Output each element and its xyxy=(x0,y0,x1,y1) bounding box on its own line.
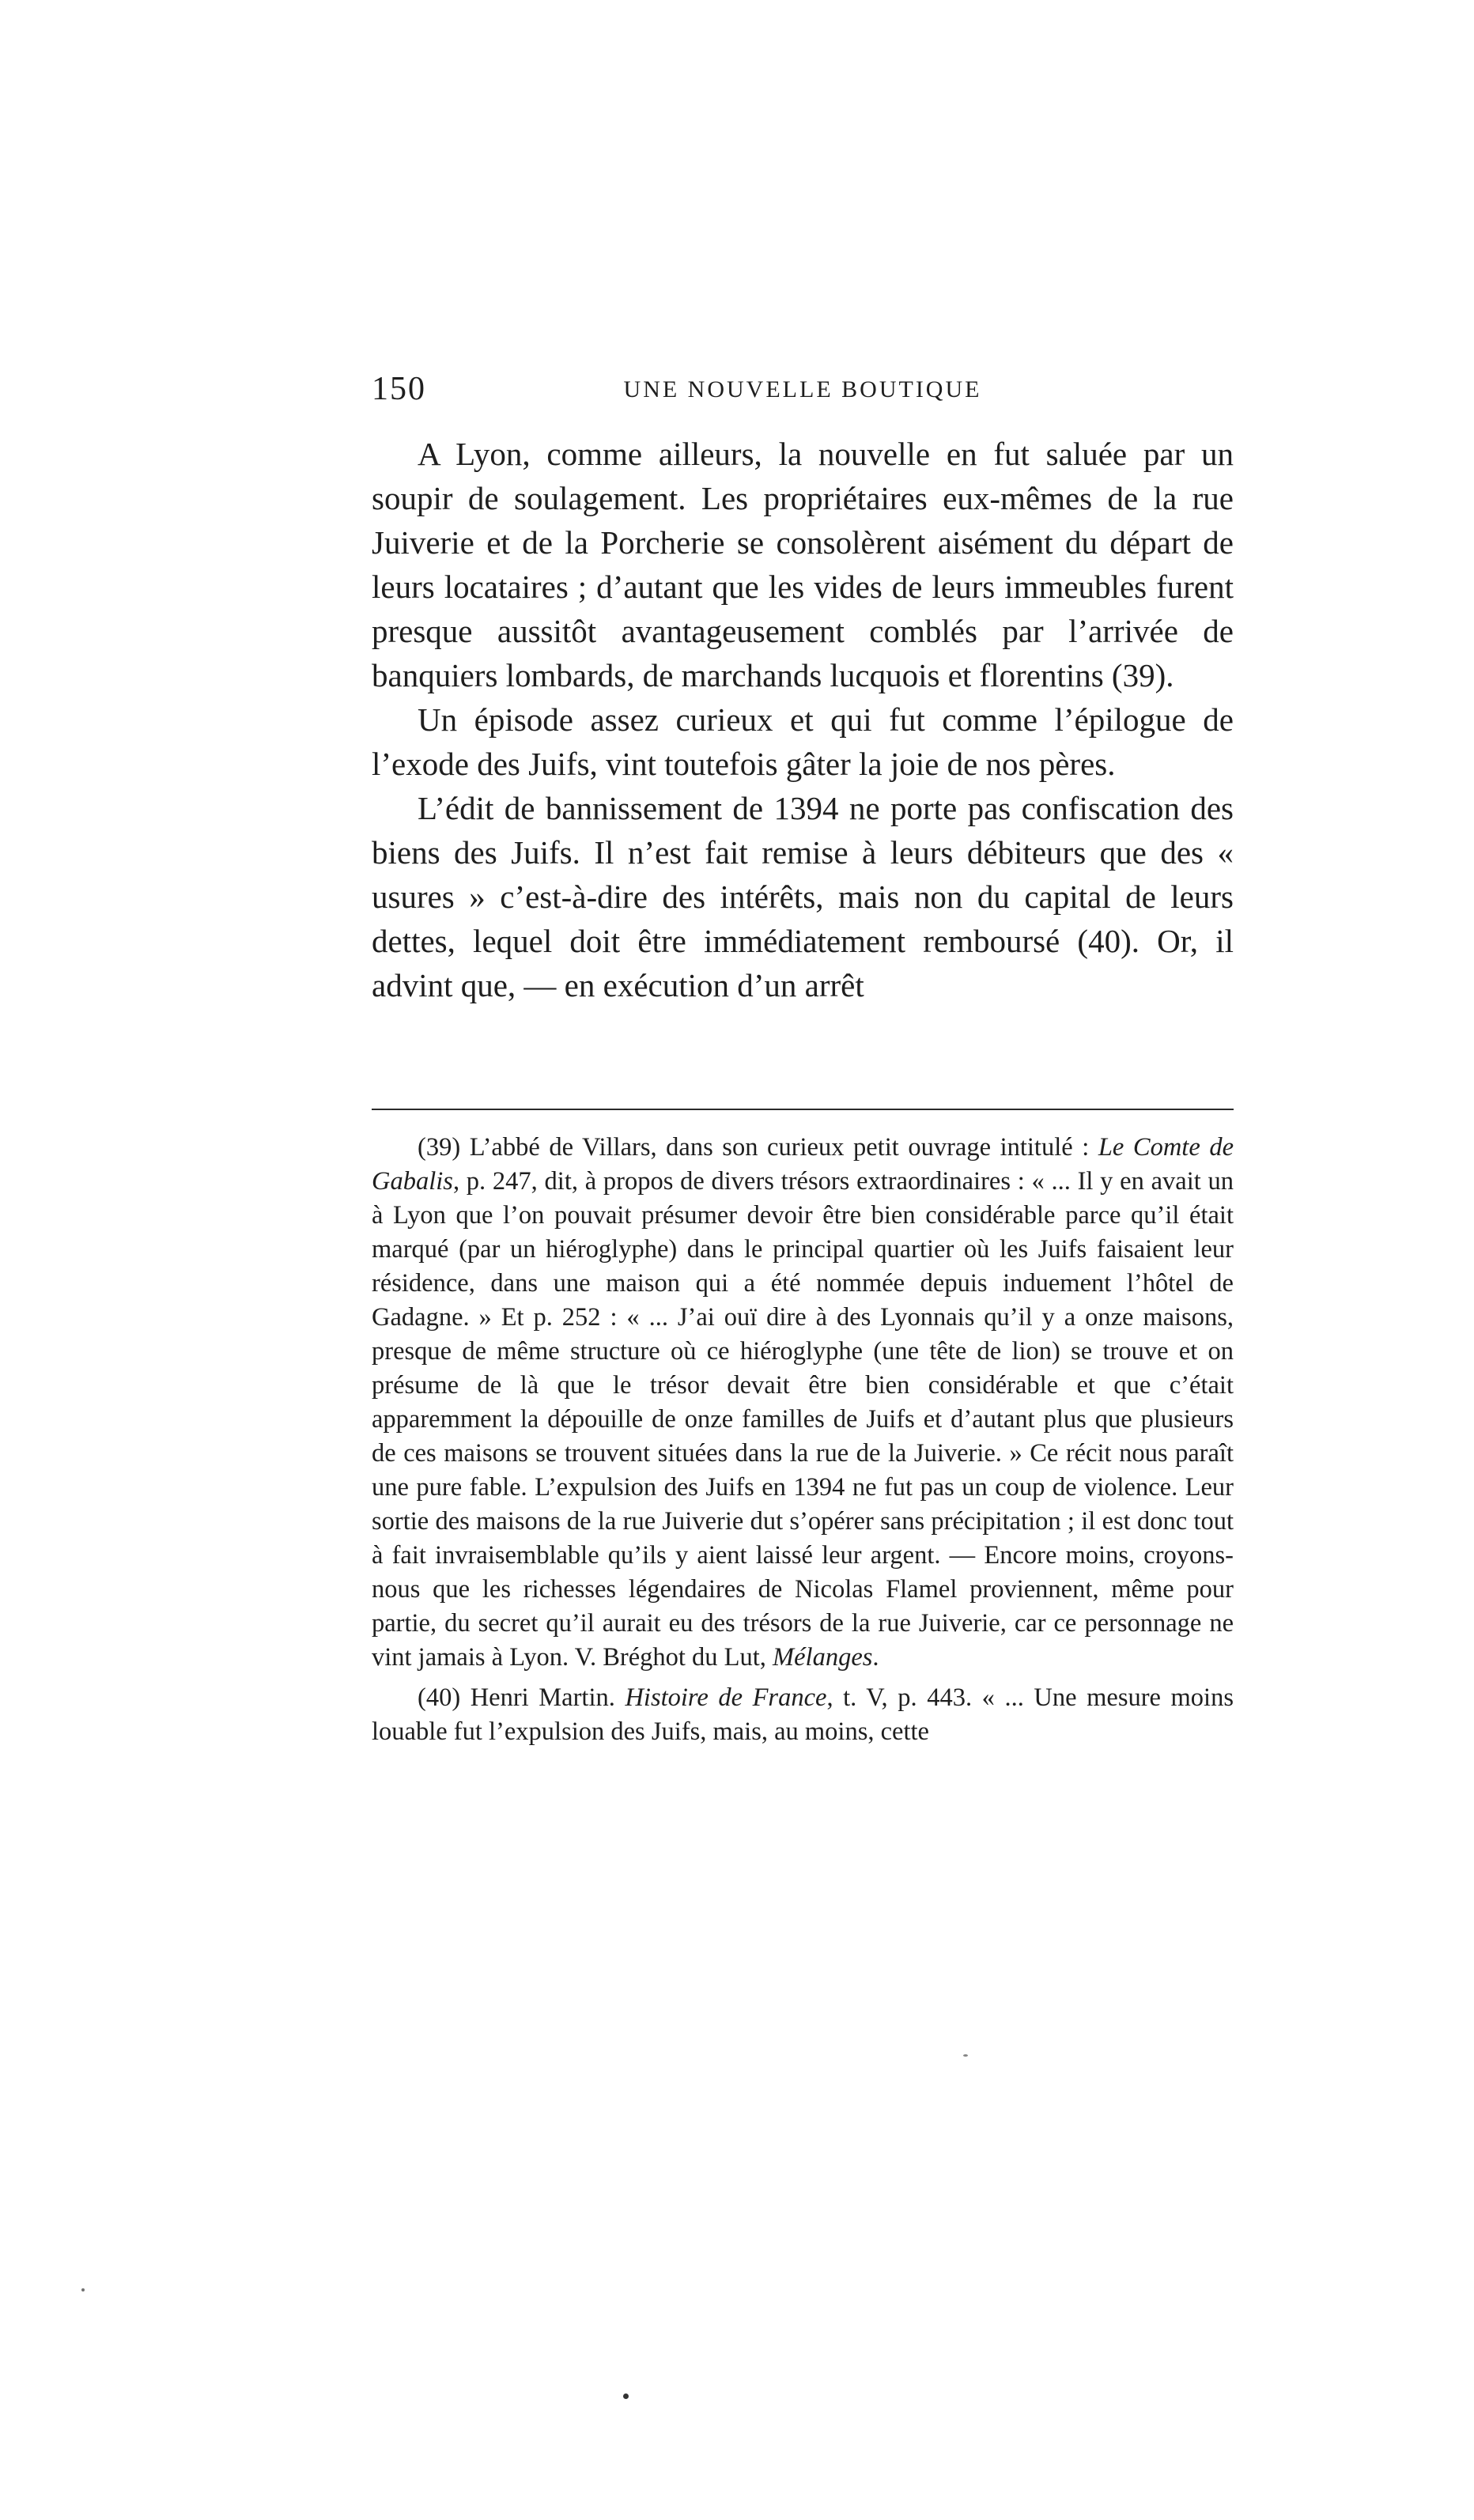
main-text xyxy=(372,432,1234,1007)
paper-speck xyxy=(81,2288,85,2291)
footnote-text: (40) Henri Martin. xyxy=(418,1683,626,1712)
work-title: Histoire de France xyxy=(625,1683,827,1712)
footnote-divider xyxy=(372,1109,1234,1110)
paragraph: L’édit de bannissement de 1394 ne porte pas confiscation des biens des Juifs. Il n’est fait remise à leurs débiteurs que des « usures » c’est-à-dire des intérêts, mais non du capital de leurs dettes, lequel doit être immédiatement remboursé (40). Or, il advint que, — en exécution d’un arrêt xyxy=(372,790,1234,1003)
page-number: 150 xyxy=(372,371,426,407)
footnote-text: , t. V, p. 443. « ... Une mesure moins louable fut l’expulsion des Juifs, mais, au moins, cette xyxy=(372,1683,1234,1746)
paragraph: Un épisode assez curieux et qui fut comme l’épilogue de l’exode des Juifs, vint toutefois gâter la joie de nos pères. xyxy=(372,701,1234,782)
footnote-39 xyxy=(372,1131,1234,1675)
work-title: Le Comte de Gabalis xyxy=(372,1133,1234,1196)
page-header xyxy=(372,370,1234,414)
paragraph: A Lyon, comme ailleurs, la nouvelle en fut saluée par un soupir de soulagement. Les propriétaires eux-mêmes de la rue Juiverie et de la Porcherie se consolèrent aisément du départ de leurs locataires ; d’autant que les vides de leurs immeubles furent presque aussitôt avantageusement comblés par l’arrivée de banquiers lombards, de marchands lucquois et florentins (39). xyxy=(372,436,1234,693)
paper-speck xyxy=(623,2393,629,2399)
running-title: UNE NOUVELLE BOUTIQUE xyxy=(623,376,982,402)
footnote-40 xyxy=(372,1681,1234,1749)
footnote-text: , p. 247, dit, à propos de divers trésors extraordinaires : « ... Il y en avait un à Lyon que l’on pouvait présumer devoir être bien considérable parce qu’il était marqué (par un hiéroglyphe) dans le principal quartier où les Juifs faisaient leur résidence, dans une maison qui a été nommée depuis induement l’hôtel de Gadagne. » Et p. 252 : « ... J’ai ouï dire à des Lyonnais qu’il y a onze maisons, presque de même structure où ce hiéroglyphe (une tête de lion) se trouve et on présume de là que le trésor devait être bien considérable et que c’était apparemment la dépouille de onze familles de Juifs et d’autant plus que plusieurs de ces maisons se trouvent situées dans la rue de la Juiverie. » Ce récit nous paraît une pure fable. L’expulsion des Juifs en 1394 ne fut pas un coup de violence. Leur sortie des maisons de la rue Juiverie dut s’opérer sans précipitation ; il est donc tout à fait invraisemblable qu’ils y aient laissé leur argent. — Encore moins, croyons-nous que les richesses légendaires de Nicolas Flamel proviennent, même pour partie, du secret qu’il aurait eu des trésors de la rue Juiverie, car ce personnage ne vint jamais à Lyon. V. Bréghot du Lut, xyxy=(372,1167,1234,1672)
footnotes xyxy=(372,1131,1234,1749)
paper-speck xyxy=(963,2054,968,2057)
footnote-text: (39) L’abbé de Villars, dans son curieux petit ouvrage intitulé : xyxy=(418,1133,1098,1162)
footnote-text: . xyxy=(872,1643,879,1672)
work-reference: Mélanges xyxy=(773,1643,873,1672)
